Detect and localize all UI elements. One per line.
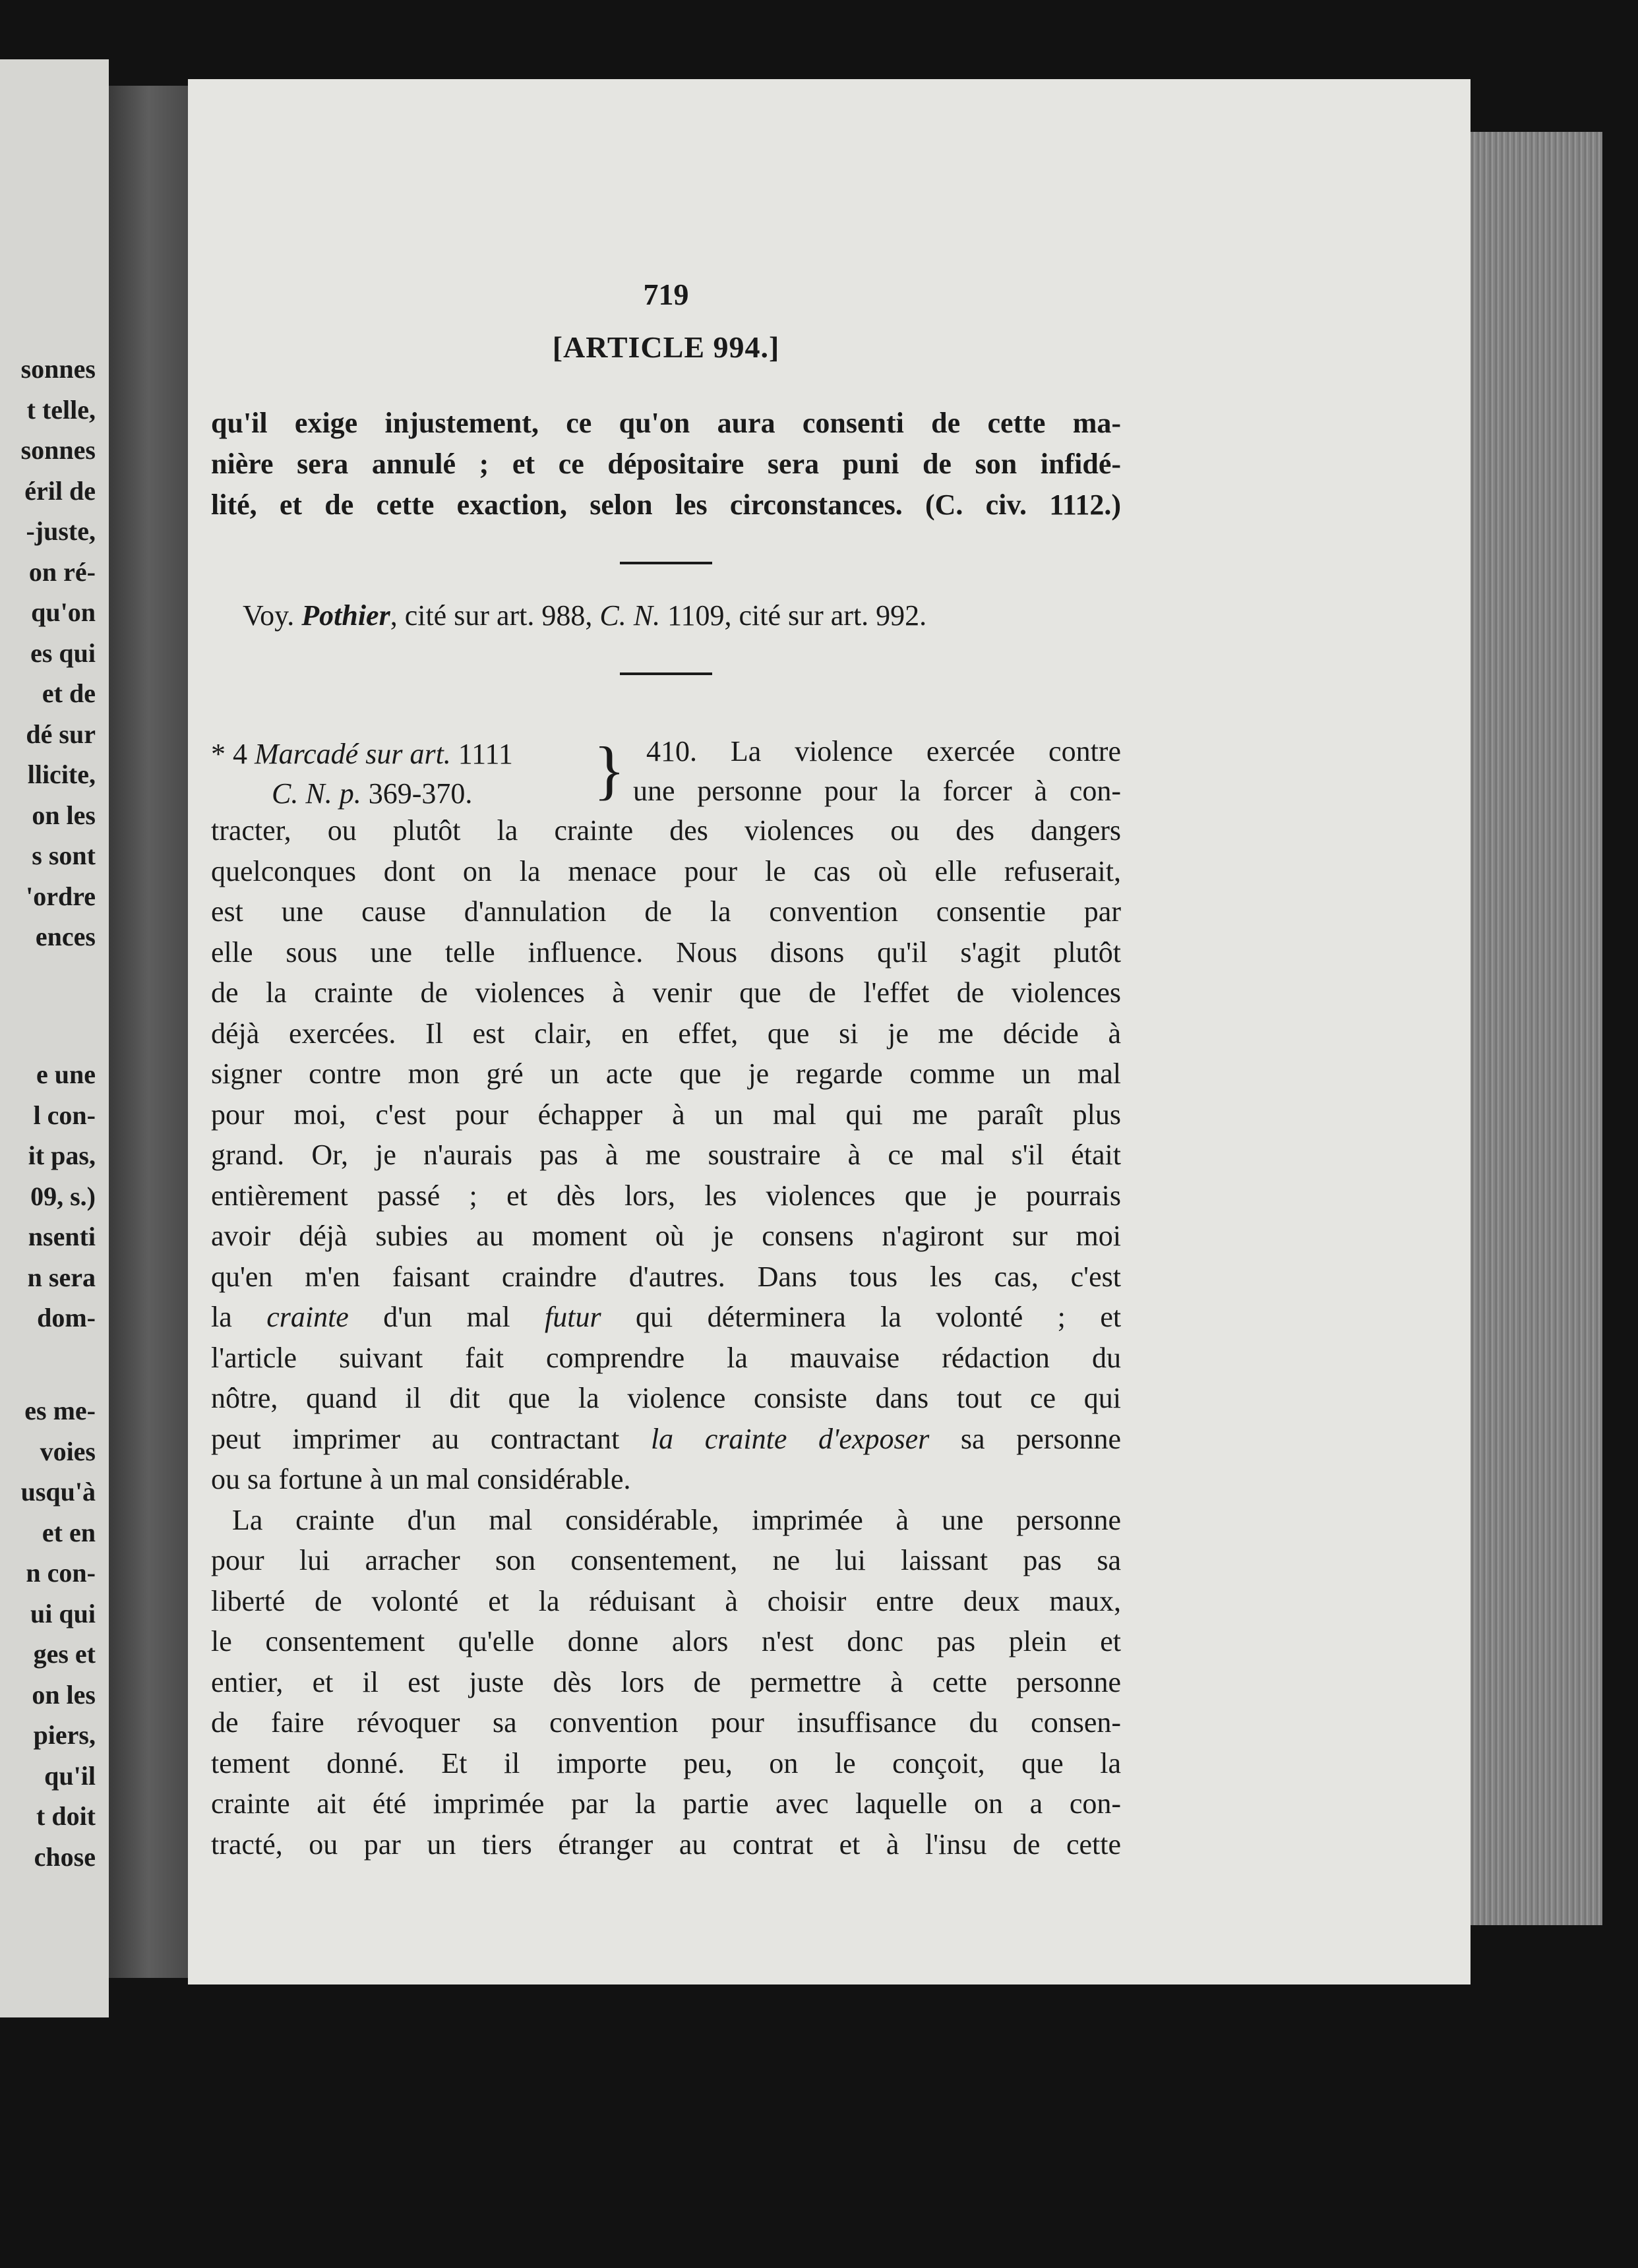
left-page-fragment: t doit [36, 1801, 96, 1831]
body-line: déjà exercées. Il est clair, en effet, que si je me décide à [211, 1017, 1121, 1050]
article-line: qu'il exige injustement, ce qu'on aura consenti de cette ma- [211, 407, 1121, 439]
left-page-fragment: s sont [32, 841, 96, 870]
body-line: liberté de volonté et la réduisant à choisir entre deux maux, [211, 1584, 1121, 1617]
body-line: peut imprimer au contractant la crainte d'exposer sa personne [211, 1422, 1122, 1455]
separator-rule [620, 562, 712, 564]
body-line: qu'en m'en faisant craindre d'autres. Dans tous les cas, c'est [211, 1260, 1121, 1293]
left-page-fragment: sonnes [20, 435, 96, 465]
page-stack-edge [1471, 132, 1602, 1925]
body-line: pour moi, c'est pour échapper à un mal qui me paraît plus [211, 1098, 1121, 1131]
left-page-fragment: 'ordre [26, 881, 96, 911]
left-page-fragment: 09, s.) [30, 1181, 96, 1211]
left-page-fragment: dé sur [26, 719, 96, 749]
body-line: crainte ait été imprimée par la partie avec laquelle on a con- [211, 1787, 1121, 1820]
left-page-fragment: it pas, [28, 1141, 96, 1170]
separator-rule [620, 672, 712, 675]
left-page-fragment: n sera [27, 1262, 96, 1292]
note-brace: } [593, 733, 625, 806]
book-gutter [109, 86, 188, 1978]
body-line: La crainte d'un mal considérable, imprimée à une personne [232, 1503, 1121, 1536]
article-heading: [ARTICLE 994.] [552, 330, 780, 364]
left-page-fragment: ges et [33, 1639, 96, 1669]
left-page-fragment: ui qui [30, 1598, 96, 1628]
body-line: grand. Or, je n'aurais pas à me soustraire à ce mal s'il était [211, 1139, 1121, 1171]
ref-author: Pothier [301, 599, 390, 632]
left-page-fragment: et en [42, 1517, 96, 1547]
article-line: nière sera annulé ; et ce dépositaire sera puni de son infidé- [211, 448, 1121, 480]
ref-suffix: 1109, cité sur art. 992. [667, 599, 927, 632]
left-page-fragment: nsenti [28, 1222, 96, 1251]
body-line: tracté, ou par un tiers étranger au contrat et à l'insu de cette [211, 1828, 1121, 1861]
reference-line [211, 601, 1121, 630]
left-page-fragment: voies [40, 1436, 96, 1466]
left-page-fragment: e une [36, 1059, 96, 1089]
left-page-fragment: ences [35, 922, 96, 951]
body-line: entièrement passé ; et dès lors, les violences que je pourrais [211, 1179, 1121, 1212]
body-line: de la crainte de violences à venir que de l'effet de violences [211, 976, 1121, 1009]
left-page-fragment: l con- [33, 1100, 96, 1130]
body-line: elle sous une telle influence. Nous disons qu'il s'agit plutôt [211, 936, 1121, 969]
article-line: lité, et de cette exaction, selon les circonstances. (C. civ. 1112.) [211, 489, 1121, 521]
body-line: quelconques dont on la menace pour le cas où elle refuserait, [211, 854, 1121, 887]
left-page-fragment: piers, [33, 1720, 96, 1750]
left-page-fragment: on les [32, 800, 96, 830]
body-line: l'article suivant fait comprendre la mauvaise rédaction du [211, 1341, 1121, 1374]
left-page-fragment: on ré- [28, 556, 96, 587]
left-page-fragment: qu'on [31, 597, 96, 627]
page-number: 719 [643, 278, 689, 311]
left-page-fragment: et de [42, 678, 96, 708]
left-page-fragment: qu'il [44, 1760, 96, 1791]
body-line: nôtre, quand il dit que la violence consiste dans tout ce qui [211, 1382, 1121, 1414]
left-page-fragment: sonnes [20, 354, 96, 384]
left-page-fragment: -juste, [26, 516, 96, 546]
note-text-line: une personne pour la forcer à con- [633, 775, 1121, 807]
body-line: tracter, ou plutôt la crainte des violences ou des dangers [211, 814, 1121, 847]
ref-mid: , cité sur art. 988, [390, 599, 593, 632]
note-text-line: 410. La violence exercée contre [646, 735, 1121, 767]
body-line: signer contre mon gré un acte que je regarde comme un mal [211, 1058, 1121, 1090]
left-page-fragment: n con- [26, 1558, 96, 1588]
body-line: pour lui arracher son consentement, ne lui laissant pas sa [211, 1544, 1121, 1576]
body-line: la crainte d'un mal futur qui déterminera la volonté ; et [211, 1301, 1122, 1333]
body-line: tement donné. Et il importe peu, on le conçoit, que la [211, 1746, 1121, 1779]
left-page-fragment: llicite, [27, 760, 96, 789]
note-source-a: * 4 Marcadé sur art. 1111 [211, 738, 513, 770]
body-line: est une cause d'annulation de la convention consentie par [211, 895, 1121, 928]
body-line: le consentement qu'elle donne alors n'est donc pas plein et [211, 1625, 1121, 1657]
previous-page-fragment [0, 59, 109, 2017]
body-line: entier, et il est juste dès lors de permettre à cette personne [211, 1665, 1121, 1698]
left-page-fragment: dom- [37, 1303, 96, 1332]
note-source-b: C. N. p. 369-370. [272, 777, 473, 810]
left-page-fragment: éril de [24, 475, 96, 506]
left-page-fragment: es qui [30, 638, 96, 668]
left-page-fragment: usqu'à [20, 1477, 96, 1507]
left-page-fragment: on les [32, 1679, 96, 1710]
body-line: ou sa fortune à un mal considérable. [211, 1463, 631, 1495]
body-line: avoir déjà subies au moment où je consens n'agiront sur moi [211, 1220, 1121, 1252]
left-page-fragment: chose [34, 1841, 96, 1872]
body-line: de faire révoquer sa convention pour insuffisance du consen- [211, 1706, 1121, 1739]
left-page-fragment: t telle, [26, 394, 96, 425]
ref-prefix: Voy. [243, 599, 295, 632]
left-page-fragment: es me- [24, 1396, 96, 1425]
ref-code: C. N. [599, 599, 661, 632]
